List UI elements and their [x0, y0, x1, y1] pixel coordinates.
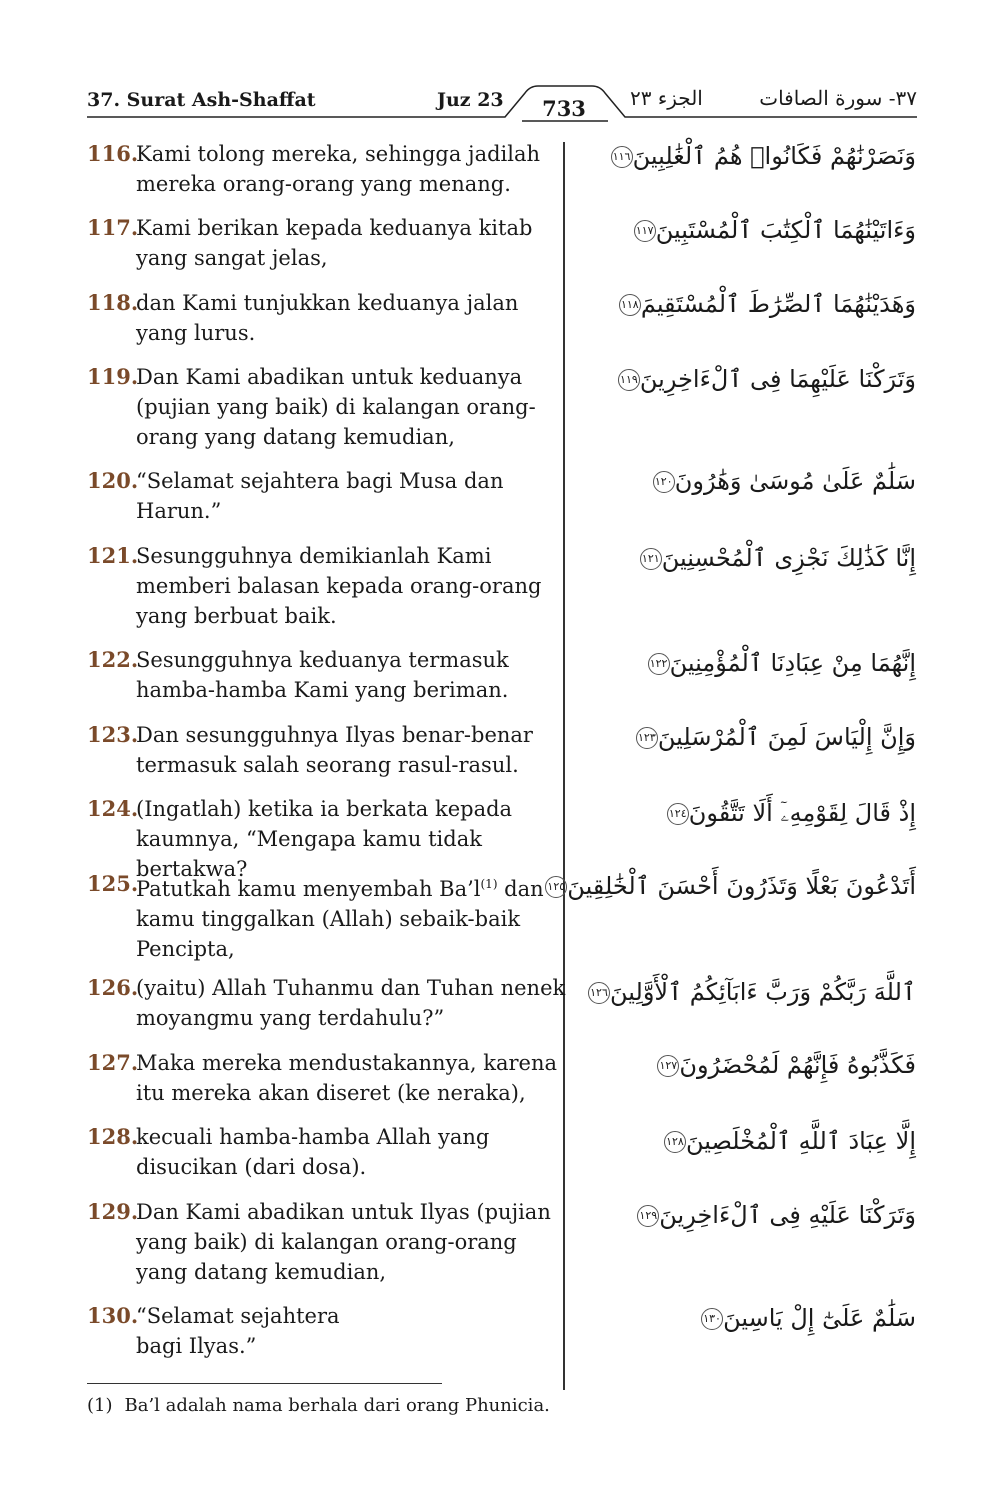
ayah-marker: ١٢٥	[545, 876, 567, 898]
verse-translation: Sesungguhnya keduanya termasuk hamba-hamba Kami yang beriman.	[136, 648, 509, 702]
arabic-verse-127: فَكَذَّبُوهُ فَإِنَّهُمْ لَمُحْضَرُونَ١٢٧	[651, 1045, 916, 1085]
arabic-verse-128: إِلَّا عِبَادَ ٱللَّهِ ٱلْمُخْلَصِينَ١٢٨	[658, 1121, 916, 1161]
arabic-verse-126: ٱللَّهَ رَبَّكُمْ وَرَبَّ ءَابَآئِكُمُ ٱلْأَوَّلِينَ١٢٦	[582, 972, 916, 1012]
verse-number: 129.	[87, 1199, 139, 1224]
ayah-marker: ١٢١	[640, 548, 662, 570]
arabic-verse-130: سَلَٰمٌ عَلَىٰٓ إِلْ يَاسِينَ١٣٠	[695, 1298, 916, 1338]
ayah-marker: ١٣٠	[701, 1308, 723, 1330]
verse-translation: Maka mereka mendustakannya, karena itu mereka akan diseret (ke neraka),	[136, 1051, 558, 1105]
page-number: 733	[542, 96, 586, 121]
verse-128	[87, 1122, 567, 1182]
ayah-marker: ١٢٦	[588, 982, 610, 1004]
arabic-verse-122: إِنَّهُمَا مِنْ عِبَادِنَا ٱلْمُؤْمِنِينَ١٢٢	[642, 643, 916, 683]
verse-translation: Dan Kami abadikan untuk keduanya (pujian yang baik) di kalangan orang-orang yang datang kemudian,	[136, 365, 536, 449]
arabic-verse-129: وَتَرَكْنَا عَلَيْهِ فِى ٱلْءَاخِرِينَ١٢٩	[631, 1195, 916, 1235]
juz-label-latin: Juz 23	[437, 89, 504, 111]
verse-number: 125.	[87, 871, 139, 896]
footnote-ref: (1)	[480, 877, 498, 891]
verse-translation: “Selamat sejahtera bagi Ilyas.”	[136, 1304, 340, 1358]
ayah-marker: ١٢٢	[648, 653, 670, 675]
verse-123	[87, 720, 567, 780]
verse-translation: Kami tolong mereka, sehingga jadilah mereka orang-orang yang menang.	[136, 142, 541, 196]
ayah-marker: ١٢٩	[637, 1205, 659, 1227]
ayah-marker: ١١٦	[611, 146, 633, 168]
verse-number: 124.	[87, 796, 139, 821]
arabic-verse-118: وَهَدَيْنَٰهُمَا ٱلصِّرَٰطَ ٱلْمُسْتَقِيمَ١١٨	[613, 284, 916, 324]
arabic-verse-121: إِنَّا كَذَٰلِكَ نَجْزِى ٱلْمُحْسِنِينَ١٢١	[634, 538, 916, 578]
verse-118	[87, 288, 567, 348]
arabic-verse-119: وَتَرَكْنَا عَلَيْهِمَا فِى ٱلْءَاخِرِينَ١١٩	[612, 359, 916, 399]
verse-number: 120.	[87, 468, 139, 493]
verse-117	[87, 213, 567, 273]
arabic-verse-116: وَنَصَرْنَٰهُمْ فَكَانُوا۟ هُمُ ٱلْغَٰلِبِينَ١١٦	[605, 136, 916, 176]
footnote-number: (1)	[87, 1395, 113, 1416]
footnote-text: Ba’l adalah nama berhala dari orang Phunicia.	[124, 1395, 550, 1416]
verse-number: 128.	[87, 1124, 139, 1149]
verse-translation: (Ingatlah) ketika ia berkata kepada kaumnya, “Mengapa kamu tidak bertakwa?	[136, 797, 513, 881]
verse-number: 127.	[87, 1050, 139, 1075]
verse-translation: Patutkah kamu menyembah $Ba’l^{(1)}$ dan kamu tinggalkan (Allah) sebaik-baik Pencipta,	[136, 877, 544, 961]
ayah-marker: ١١٨	[619, 294, 641, 316]
verse-translation: Dan Kami abadikan untuk Ilyas (pujian yang baik) di kalangan orang-orang yang datang kemudian,	[136, 1200, 551, 1284]
verse-number: 123.	[87, 722, 139, 747]
verse-number: 126.	[87, 975, 139, 1000]
juz-label-arabic: الجزء ٢٣	[630, 86, 703, 110]
verse-129	[87, 1197, 567, 1287]
verse-130	[87, 1301, 567, 1361]
ayah-marker: ١٢٨	[664, 1131, 686, 1153]
verse-125	[87, 869, 567, 964]
verse-translation: Kami berikan kepada keduanya kitab yang sangat jelas,	[136, 216, 533, 270]
ayah-marker: ١٢٠	[653, 471, 675, 493]
verse-121	[87, 541, 567, 631]
ayah-marker: ١١٩	[618, 369, 640, 391]
verse-126	[87, 973, 567, 1033]
arabic-verse-124: إِذْ قَالَ لِقَوْمِهِۦٓ أَلَا تَتَّقُونَ١٢٤	[661, 793, 916, 833]
verse-translation: (yaitu) Allah Tuhanmu dan Tuhan nenek moyangmu yang terdahulu?”	[136, 976, 566, 1030]
ayah-marker: ١٢٧	[657, 1055, 679, 1077]
verse-number: 117.	[87, 215, 139, 240]
arabic-verse-125: أَتَدْعُونَ بَعْلًا وَتَذَرُونَ أَحْسَنَ ٱلْخَٰلِقِينَ١٢٥	[539, 866, 916, 906]
ayah-marker: ١٢٤	[667, 803, 689, 825]
verse-number: 119.	[87, 364, 139, 389]
verse-number: 118.	[87, 290, 139, 315]
arabic-verse-120: سَلَٰمٌ عَلَىٰ مُوسَىٰ وَهَٰرُونَ١٢٠	[647, 461, 916, 501]
verse-number: 116.	[87, 141, 139, 166]
arabic-verse-117: وَءَاتَيْنَٰهُمَا ٱلْكِتَٰبَ ٱلْمُسْتَبِينَ١١٧	[628, 210, 916, 250]
surah-title-arabic: ٣٧- سورة الصافات	[759, 86, 917, 110]
verse-translation: “Selamat sejahtera bagi Musa dan Harun.”	[136, 469, 504, 523]
verse-translation: Sesungguhnya demikianlah Kami memberi balasan kepada orang-orang yang berbuat baik.	[136, 544, 542, 628]
verse-translation: dan Kami tunjukkan keduanya jalan yang lurus.	[136, 291, 519, 345]
verse-127	[87, 1048, 567, 1108]
page-header	[0, 0, 1000, 130]
verse-116	[87, 139, 567, 199]
verse-translation: kecuali hamba-hamba Allah yang disucikan (dari dosa).	[136, 1125, 490, 1179]
verse-number: 121.	[87, 543, 139, 568]
ayah-marker: ١٢٣	[636, 727, 658, 749]
footnote-divider	[87, 1383, 442, 1384]
surah-title-latin: 37. Surat Ash-Shaffat	[87, 89, 316, 111]
verse-120	[87, 466, 567, 526]
ayah-marker: ١١٧	[634, 220, 656, 242]
footnote	[87, 1395, 550, 1416]
arabic-verse-123: وَإِنَّ إِلْيَاسَ لَمِنَ ٱلْمُرْسَلِينَ١٢٣	[630, 717, 916, 757]
verse-translation: Dan sesungguhnya Ilyas benar-benar termasuk salah seorang rasul-rasul.	[136, 723, 533, 777]
verse-number: 122.	[87, 647, 139, 672]
verse-122	[87, 645, 567, 705]
verse-119	[87, 362, 567, 452]
verse-number: 130.	[87, 1303, 139, 1328]
